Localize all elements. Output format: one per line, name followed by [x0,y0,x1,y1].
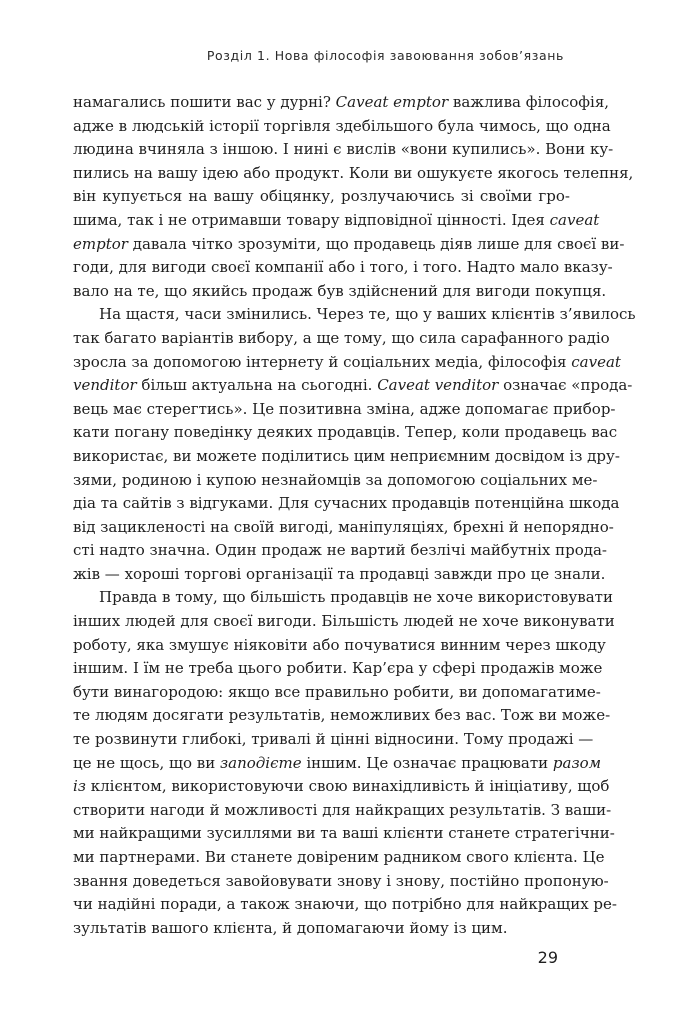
text-line: ми найкращими зусиллями ви та ваші клієнти станете стратегічни- [73,824,615,843]
text-line: emptor давала чітко зрозуміти, що продавець діяв лише для своєї ви- [73,234,625,253]
text-line: На щастя, часи змінились. Через те, що у ваших клієнтів з’явилось [99,305,636,324]
text-line: те людям досягати результатів, неможливих без вас. Тож ви може- [73,706,611,725]
text-line: те розвинути глибокі, тривалі й цінні відносини. Тому продажі — [73,730,594,749]
text-line: інших людей для своєї вигоди. Більшість людей не хоче виконувати [73,612,615,631]
text-line: створити нагоди й можливості для найкращих результатів. З ваши- [73,800,612,819]
text-line: це не щось, що ви заподієте іншим. Це означає працювати разом [73,753,602,772]
running-head: Розділ 1. Нова філософія завоювання зобов’язань [206,48,564,63]
text-line: він купується на вашу обіцянку, розлучаючись зі своїми гро- [73,187,570,206]
text-line: зросла за допомогою інтернету й соціальних медіа, філософія caveat [73,352,621,371]
text-line: сті надто значна. Один продаж не вартий безлічі майбутніх прода- [73,541,607,560]
text-line: чи надійні поради, а також знаючи, що потрібно для найкращих ре- [73,895,617,914]
text-line: звання доведеться завойовувати знову і знову, постійно пропоную- [73,871,609,890]
text-line: адже в людській історії торгівля здебільшого була чимось, що одна [73,116,611,135]
text-line: намагались пошити вас у дурні? Caveat emptor важлива філософія, [73,93,610,111]
text-line: так багато варіантів вибору, а ще тому, що сила сарафанного радіо [73,328,610,347]
text-line: із клієнтом, використовуючи свою винахідливість й ініціативу, щоб [73,777,610,796]
text-line: кати погану поведінку деяких продавців. Тепер, коли продавець вас [73,423,618,442]
text-line: пились на вашу ідею або продукт. Коли ви ошукуєте якогось телепня, [73,163,634,182]
text-line: Правда в тому, що більшість продавців не хоче використовувати [99,588,613,607]
text-line: роботу, яка змушує ніяковіти або почуватися винним через шкоду [73,635,606,654]
text-line: зями, родиною і купою незнайомців за допомогою соціальних ме- [73,470,598,489]
text-line: використає, ви можете поділитись цим неприємним досвідом із дру- [73,446,620,465]
text-line: годи, для вигоди своєї компанії або і того, і того. Надто мало вказу- [73,258,613,277]
text-line: людина вчиняла з іншою. І нині є вислів «вони купились». Вони ку- [73,140,614,159]
text-line: ми партнерами. Ви станете довіреним радником свого клієнта. Це [73,848,605,866]
text-line: жів — хороші торгові організації та продавці завжди про це знали. [73,564,606,583]
page-number: 29 [537,948,558,967]
text-line: venditor більш актуальна на сьогодні. Caveat venditor означає «прода- [73,376,633,395]
text-line: діа та сайтів з відгуками. Для сучасних продавців потенційна шкода [73,494,620,513]
body-text [73,91,636,940]
text-line: іншим. І їм не треба цього робити. Кар’єра у сфері продажів може [73,659,603,678]
text-line: бути винагородою: якщо все правильно робити, ви допомагатиме- [73,682,601,701]
text-line: вало на те, що якийсь продаж був здійснений для вигоди покупця. [73,281,607,300]
text-line: зультатів вашого клієнта, й допомагаючи йому із цим. [73,918,508,937]
text-line: від зацикленості на своїй вигоді, маніпуляціях, брехні й непорядно- [73,517,614,536]
text-line: вець має стерегтись». Це позитивна зміна, адже допомагає прибор- [73,399,616,418]
text-line: шима, так і не отримавши товару відповідної цінності. Ідея caveat [73,210,600,229]
